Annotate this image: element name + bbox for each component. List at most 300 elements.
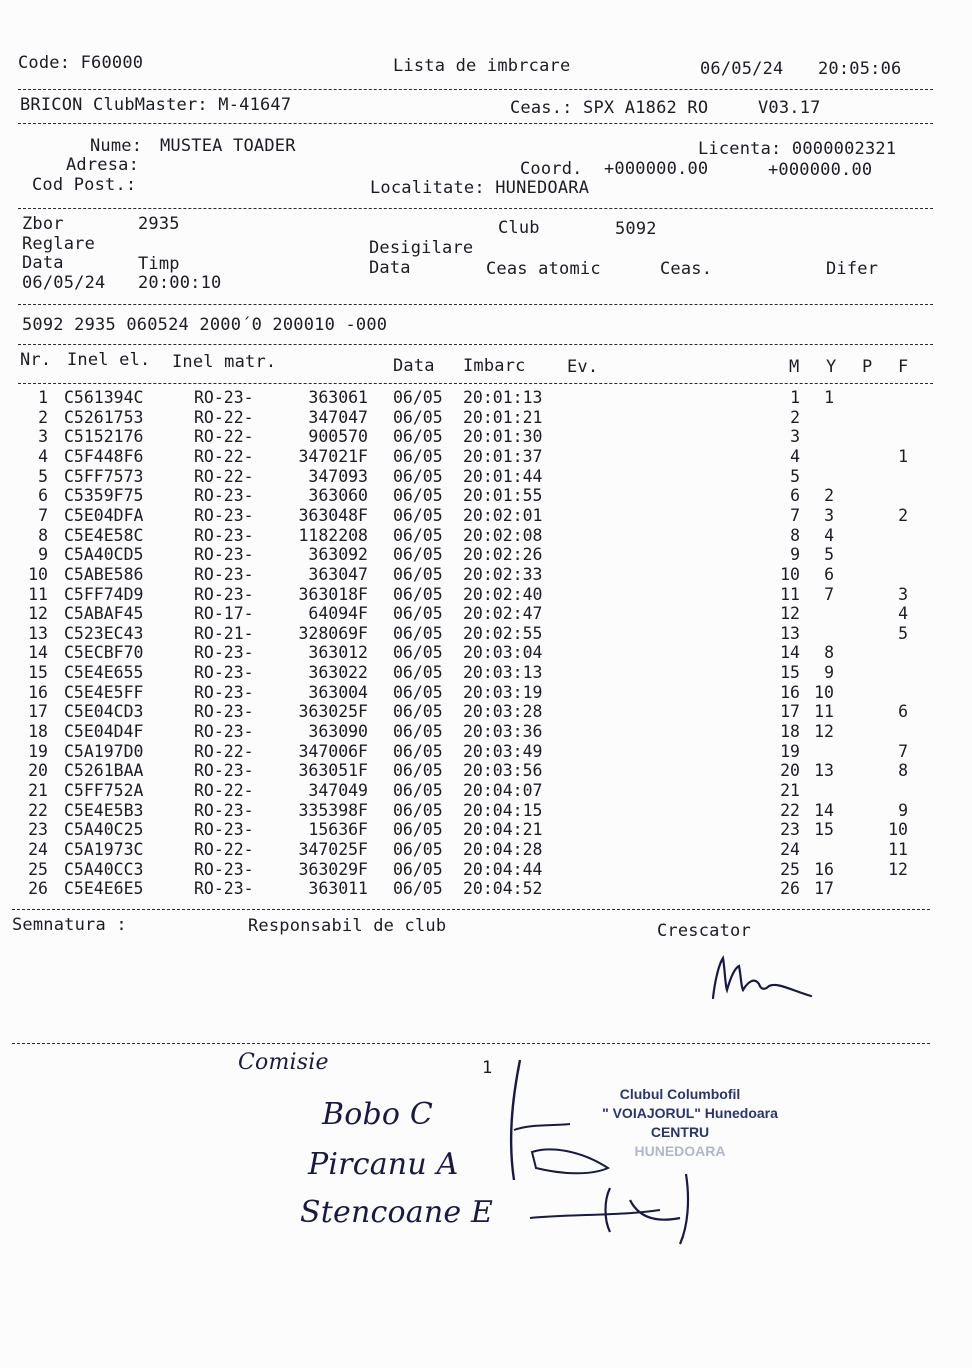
coord-lon: +000000.00	[768, 160, 873, 180]
cell-date: 06/05	[393, 761, 443, 781]
cell-m: 5	[790, 466, 800, 486]
page-number: 1	[482, 1058, 493, 1078]
cell-time: 20:04:44	[463, 859, 543, 879]
table-row	[0, 683, 972, 702]
cell-time: 20:04:52	[463, 879, 543, 899]
cell-inel-matr: 363022	[308, 663, 368, 683]
cell-date: 06/05	[393, 682, 443, 702]
table-row	[0, 879, 972, 898]
cell-date: 06/05	[393, 781, 443, 800]
locality-label: Localitate: HUNEDOARA	[370, 178, 590, 198]
cell-nr: 14	[28, 643, 48, 663]
col-header-f: F	[898, 357, 909, 377]
license-label: Licenta: 0000002321	[698, 139, 897, 159]
cell-ro-prefix: RO-22-	[194, 741, 254, 761]
commission-signature-1: Bobo C	[322, 1097, 434, 1132]
cell-date: 06/05	[393, 604, 443, 624]
cell-nr: 22	[28, 800, 48, 820]
cell-ro-prefix: RO-23-	[194, 486, 254, 506]
cell-time: 20:04:21	[463, 820, 543, 840]
unsealing-label: Desigilare	[369, 238, 474, 258]
table-row	[0, 486, 972, 505]
cell-time: 20:02:01	[463, 505, 543, 525]
table-row	[0, 742, 972, 761]
cell-time: 20:03:28	[463, 702, 543, 722]
cell-date: 06/05	[393, 486, 443, 506]
cell-m: 3	[790, 427, 800, 447]
table-row	[0, 604, 972, 623]
cell-nr: 1	[38, 388, 48, 407]
cell-f: 10	[888, 820, 908, 840]
cell-nr: 7	[38, 505, 48, 525]
cell-inel-el: C5F448F6	[64, 446, 144, 466]
cell-nr: 10	[28, 564, 48, 584]
cell-ro-prefix: RO-23-	[194, 643, 254, 663]
cell-inel-matr: 363011	[308, 879, 368, 899]
cell-ro-prefix: RO-22-	[194, 839, 254, 859]
cell-inel-el: C5ECBF70	[64, 643, 144, 663]
cell-nr: 13	[28, 623, 48, 643]
cell-ro-prefix: RO-23-	[194, 388, 254, 407]
col-header-m: M	[789, 357, 800, 377]
cell-f: 3	[898, 584, 908, 604]
setting-time: 20:00:10	[138, 273, 222, 293]
cell-m: 10	[780, 564, 800, 584]
cell-m: 23	[780, 820, 800, 840]
table-row	[0, 388, 972, 407]
cell-inel-el: C5E4E6E5	[64, 879, 144, 899]
cell-m: 1	[790, 388, 800, 407]
cell-nr: 15	[28, 663, 48, 683]
cell-y: 6	[824, 564, 834, 584]
cell-m: 26	[780, 879, 800, 899]
cell-inel-matr: 347025F	[298, 839, 368, 859]
cell-inel-matr: 900570	[308, 427, 368, 447]
cell-y: 11	[814, 702, 834, 722]
cell-date: 06/05	[393, 839, 443, 859]
breeder-label: Crescator	[657, 921, 751, 941]
cell-y: 12	[814, 722, 834, 742]
cell-m: 18	[780, 722, 800, 742]
cell-m: 11	[780, 584, 800, 604]
clubmaster-label: BRICON ClubMaster: M-41647	[20, 95, 292, 115]
cell-y: 8	[824, 643, 834, 663]
cell-f: 5	[898, 623, 908, 643]
coord-label: Coord.	[520, 159, 583, 179]
cell-time: 20:03:36	[463, 722, 543, 742]
col-header-imbarc: Imbarc	[463, 356, 526, 376]
cell-date: 06/05	[393, 545, 443, 565]
cell-y: 14	[814, 800, 834, 820]
time-label: Timp	[138, 254, 180, 274]
cell-inel-matr: 347021F	[298, 446, 368, 466]
cell-f: 11	[888, 839, 908, 859]
cell-nr: 20	[28, 761, 48, 781]
flight-label: Zbor	[22, 214, 64, 234]
cell-ro-prefix: RO-23-	[194, 584, 254, 604]
cell-time: 20:03:49	[463, 741, 543, 761]
cell-inel-el: C5FF752A	[64, 781, 144, 800]
cell-f: 4	[898, 604, 908, 624]
cell-date: 06/05	[393, 722, 443, 742]
col-header-inel-el: Inel el.	[67, 350, 151, 370]
cell-m: 13	[780, 623, 800, 643]
cell-inel-matr: 1182208	[298, 525, 368, 545]
print-time: 20:05:06	[818, 59, 902, 79]
divider	[12, 909, 930, 910]
cell-date: 06/05	[393, 663, 443, 683]
cell-date: 06/05	[393, 505, 443, 525]
cell-date: 06/05	[393, 741, 443, 761]
divider	[12, 1043, 930, 1044]
club-responsible-label: Responsabil de club	[248, 916, 447, 936]
cell-inel-el: C561394C	[64, 388, 144, 407]
cell-inel-matr: 363090	[308, 722, 368, 742]
cell-ro-prefix: RO-21-	[194, 623, 254, 643]
cell-ro-prefix: RO-23-	[194, 761, 254, 781]
cell-ro-prefix: RO-22-	[194, 427, 254, 447]
cell-ro-prefix: RO-22-	[194, 407, 254, 427]
cell-inel-matr: 363004	[308, 682, 368, 702]
cell-m: 9	[790, 545, 800, 565]
cell-ro-prefix: RO-23-	[194, 505, 254, 525]
cell-nr: 12	[28, 604, 48, 624]
cell-nr: 5	[38, 466, 48, 486]
table-row	[0, 761, 972, 780]
cell-inel-el: C5E4E58C	[64, 525, 144, 545]
atomic-clock-label: Ceas atomic	[486, 259, 601, 279]
cell-inel-el: C5A40CC3	[64, 859, 144, 879]
cell-time: 20:01:37	[463, 446, 543, 466]
date-label-2: Data	[369, 258, 411, 278]
table-row	[0, 781, 972, 800]
cell-time: 20:02:08	[463, 525, 543, 545]
cell-date: 06/05	[393, 643, 443, 663]
cell-date: 06/05	[393, 446, 443, 466]
club-label: Club	[498, 218, 540, 238]
cell-date: 06/05	[393, 820, 443, 840]
cell-m: 14	[780, 643, 800, 663]
cell-y: 17	[814, 879, 834, 899]
stamp-line-2: " VOIAJORUL" Hunedoara	[602, 1105, 778, 1121]
cell-inel-matr: 363012	[308, 643, 368, 663]
cell-nr: 16	[28, 682, 48, 702]
table-row	[0, 702, 972, 721]
code-label: Code: F60000	[18, 53, 144, 73]
version-label: V03.17	[758, 98, 821, 118]
table-row	[0, 585, 972, 604]
cell-nr: 25	[28, 859, 48, 879]
cell-y: 3	[824, 505, 834, 525]
col-header-data: Data	[393, 356, 435, 376]
cell-inel-matr: 363061	[308, 388, 368, 407]
cell-m: 17	[780, 702, 800, 722]
cell-inel-el: C5FF7573	[64, 466, 144, 486]
cell-inel-el: C5E4E655	[64, 663, 144, 683]
cell-ro-prefix: RO-22-	[194, 466, 254, 486]
commission-label: Comisie	[238, 1050, 329, 1075]
cell-f: 9	[898, 800, 908, 820]
cell-nr: 2	[38, 407, 48, 427]
cell-date: 06/05	[393, 407, 443, 427]
table-row	[0, 722, 972, 741]
cell-nr: 19	[28, 741, 48, 761]
cell-time: 20:04:28	[463, 839, 543, 859]
divider	[18, 89, 933, 90]
table-row	[0, 624, 972, 643]
cell-m: 24	[780, 839, 800, 859]
cell-ro-prefix: RO-23-	[194, 879, 254, 899]
cell-y: 15	[814, 820, 834, 840]
cell-nr: 8	[38, 525, 48, 545]
cell-time: 20:02:26	[463, 545, 543, 565]
cell-inel-el: C5A197D0	[64, 741, 144, 761]
cell-ro-prefix: RO-23-	[194, 564, 254, 584]
cell-time: 20:03:13	[463, 663, 543, 683]
table-row	[0, 565, 972, 584]
cell-m: 22	[780, 800, 800, 820]
cell-inel-el: C5152176	[64, 427, 144, 447]
club-stamp	[570, 1085, 800, 1165]
cell-ro-prefix: RO-23-	[194, 722, 254, 742]
table-row	[0, 840, 972, 859]
cell-m: 25	[780, 859, 800, 879]
cell-ro-prefix: RO-23-	[194, 682, 254, 702]
col-header-p: P	[862, 357, 873, 377]
cell-y: 2	[824, 486, 834, 506]
setting-label: Reglare	[22, 234, 96, 254]
cell-date: 06/05	[393, 388, 443, 407]
cell-inel-el: C5E04DFA	[64, 505, 144, 525]
difference-label: Difer	[826, 259, 879, 279]
table-row	[0, 506, 972, 525]
table-row	[0, 526, 972, 545]
address-label: Adresa:	[66, 155, 140, 175]
cell-m: 7	[790, 505, 800, 525]
cell-nr: 9	[38, 545, 48, 565]
breeder-signature	[705, 950, 825, 1010]
cell-m: 16	[780, 682, 800, 702]
cell-date: 06/05	[393, 525, 443, 545]
name-label: Nume:	[90, 136, 143, 156]
cell-y: 7	[824, 584, 834, 604]
table-row	[0, 663, 972, 682]
cell-inel-matr: 363060	[308, 486, 368, 506]
cell-m: 15	[780, 663, 800, 683]
cell-nr: 26	[28, 879, 48, 899]
cell-ro-prefix: RO-22-	[194, 781, 254, 800]
commission-signature-3: Stencoane E	[300, 1195, 494, 1230]
table-row	[0, 860, 972, 879]
cell-date: 06/05	[393, 879, 443, 899]
flight-number: 2935	[138, 214, 180, 234]
cell-nr: 17	[28, 702, 48, 722]
cell-inel-matr: 363092	[308, 545, 368, 565]
cell-nr: 23	[28, 820, 48, 840]
cell-time: 20:01:44	[463, 466, 543, 486]
cell-m: 19	[780, 741, 800, 761]
cell-inel-matr: 363025F	[298, 702, 368, 722]
cell-date: 06/05	[393, 427, 443, 447]
cell-f: 12	[888, 859, 908, 879]
cell-m: 12	[780, 604, 800, 624]
cell-inel-matr: 347093	[308, 466, 368, 486]
cell-date: 06/05	[393, 564, 443, 584]
cell-time: 20:03:56	[463, 761, 543, 781]
cell-inel-el: C5261753	[64, 407, 144, 427]
cell-time: 20:03:04	[463, 643, 543, 663]
setting-date: 06/05/24	[22, 273, 106, 293]
cell-ro-prefix: RO-23-	[194, 525, 254, 545]
cell-f: 7	[898, 741, 908, 761]
cell-ro-prefix: RO-22-	[194, 446, 254, 466]
cell-nr: 21	[28, 781, 48, 800]
cell-date: 06/05	[393, 800, 443, 820]
table-row	[0, 427, 972, 446]
cell-y: 1	[824, 388, 834, 407]
cell-inel-el: C5261BAA	[64, 761, 144, 781]
cell-nr: 24	[28, 839, 48, 859]
table-row	[0, 820, 972, 839]
table-row	[0, 408, 972, 427]
stamp-line-1: Clubul Columbofil	[619, 1086, 741, 1102]
table-row	[0, 467, 972, 486]
cell-inel-el: C5359F75	[64, 486, 144, 506]
cell-ro-prefix: RO-23-	[194, 545, 254, 565]
cell-ro-prefix: RO-23-	[194, 800, 254, 820]
cell-time: 20:01:30	[463, 427, 543, 447]
cell-ro-prefix: RO-17-	[194, 604, 254, 624]
cell-inel-matr: 335398F	[298, 800, 368, 820]
document-title: Lista de imbrcare	[393, 56, 571, 76]
cell-time: 20:04:15	[463, 800, 543, 820]
cell-inel-el: C5ABE586	[64, 564, 144, 584]
table-row	[0, 545, 972, 564]
clock-col-label: Ceas.	[660, 259, 713, 279]
owner-name: MUSTEA TOADER	[160, 136, 296, 156]
cell-date: 06/05	[393, 702, 443, 722]
cell-inel-el: C5A40C25	[64, 820, 144, 840]
cell-inel-matr: 328069F	[298, 623, 368, 643]
cell-time: 20:01:21	[463, 407, 543, 427]
date-label: Data	[22, 253, 64, 273]
cell-y: 10	[814, 682, 834, 702]
col-header-inel-matr: Inel matr.	[172, 352, 277, 372]
cell-inel-matr: 15636F	[308, 820, 368, 840]
cell-inel-matr: 347006F	[298, 741, 368, 761]
clock-label: Ceas.: SPX A1862 RO	[510, 98, 709, 118]
cell-y: 13	[814, 761, 834, 781]
commission-signature-2: Pircanu A	[308, 1147, 459, 1182]
postal-code-label: Cod Post.:	[32, 175, 137, 195]
coord-lat: +000000.00	[604, 159, 709, 179]
club-number: 5092	[615, 219, 657, 239]
table-row	[0, 643, 972, 662]
cell-nr: 18	[28, 722, 48, 742]
cell-date: 06/05	[393, 466, 443, 486]
cell-inel-el: C5E4E5B3	[64, 800, 144, 820]
cell-nr: 3	[38, 427, 48, 447]
divider	[18, 208, 933, 209]
cell-f: 8	[898, 761, 908, 781]
cell-f: 1	[898, 446, 908, 466]
cell-inel-matr: 363051F	[298, 761, 368, 781]
table-row	[0, 801, 972, 820]
cell-inel-matr: 347047	[308, 407, 368, 427]
cell-m: 2	[790, 407, 800, 427]
divider	[18, 344, 933, 345]
cell-time: 20:02:55	[463, 623, 543, 643]
cell-inel-matr: 347049	[308, 781, 368, 800]
cell-time: 20:02:47	[463, 604, 543, 624]
cell-nr: 4	[38, 446, 48, 466]
stamp-line-3: CENTRU	[650, 1124, 710, 1140]
col-header-nr: Nr.	[20, 350, 52, 370]
cell-inel-el: C5ABAF45	[64, 604, 144, 624]
cell-inel-el: C523EC43	[64, 623, 144, 643]
cell-time: 20:04:07	[463, 781, 543, 800]
cell-inel-matr: 64094F	[308, 604, 368, 624]
cell-y: 5	[824, 545, 834, 565]
cell-inel-el: C5E04D4F	[64, 722, 144, 742]
cell-inel-matr: 363018F	[298, 584, 368, 604]
cell-inel-el: C5A1973C	[64, 839, 144, 859]
cell-ro-prefix: RO-23-	[194, 820, 254, 840]
col-header-y: Y	[826, 357, 837, 377]
table-row	[0, 447, 972, 466]
cell-inel-matr: 363047	[308, 564, 368, 584]
cell-date: 06/05	[393, 859, 443, 879]
cell-m: 6	[790, 486, 800, 506]
cell-inel-el: C5A40CD5	[64, 545, 144, 565]
cell-inel-el: C5E4E5FF	[64, 682, 144, 702]
cell-m: 8	[790, 525, 800, 545]
cell-time: 20:01:55	[463, 486, 543, 506]
cell-y: 16	[814, 859, 834, 879]
signature-label: Semnatura :	[12, 915, 127, 935]
cell-f: 2	[898, 505, 908, 525]
cell-inel-el: C5FF74D9	[64, 584, 144, 604]
cell-inel-el: C5E04CD3	[64, 702, 144, 722]
cell-date: 06/05	[393, 584, 443, 604]
cell-ro-prefix: RO-23-	[194, 663, 254, 683]
cell-ro-prefix: RO-23-	[194, 702, 254, 722]
cell-inel-matr: 363029F	[298, 859, 368, 879]
cell-f: 6	[898, 702, 908, 722]
col-header-ev: Ev.	[567, 357, 599, 377]
cell-m: 4	[790, 446, 800, 466]
code-line: 5092 2935 060524 2000´0 200010 -000	[22, 315, 388, 335]
print-date: 06/05/24	[700, 59, 784, 79]
cell-nr: 11	[28, 584, 48, 604]
cell-time: 20:02:33	[463, 564, 543, 584]
cell-ro-prefix: RO-23-	[194, 859, 254, 879]
cell-y: 9	[824, 663, 834, 683]
cell-m: 21	[780, 781, 800, 800]
cell-y: 4	[824, 525, 834, 545]
stamp-line-4: HUNEDOARA	[634, 1143, 726, 1159]
divider	[18, 304, 933, 305]
cell-time: 20:01:13	[463, 388, 543, 407]
cell-time: 20:02:40	[463, 584, 543, 604]
cell-nr: 6	[38, 486, 48, 506]
divider	[18, 383, 933, 384]
cell-date: 06/05	[393, 623, 443, 643]
divider	[18, 123, 933, 124]
cell-inel-matr: 363048F	[298, 505, 368, 525]
cell-time: 20:03:19	[463, 682, 543, 702]
cell-m: 20	[780, 761, 800, 781]
